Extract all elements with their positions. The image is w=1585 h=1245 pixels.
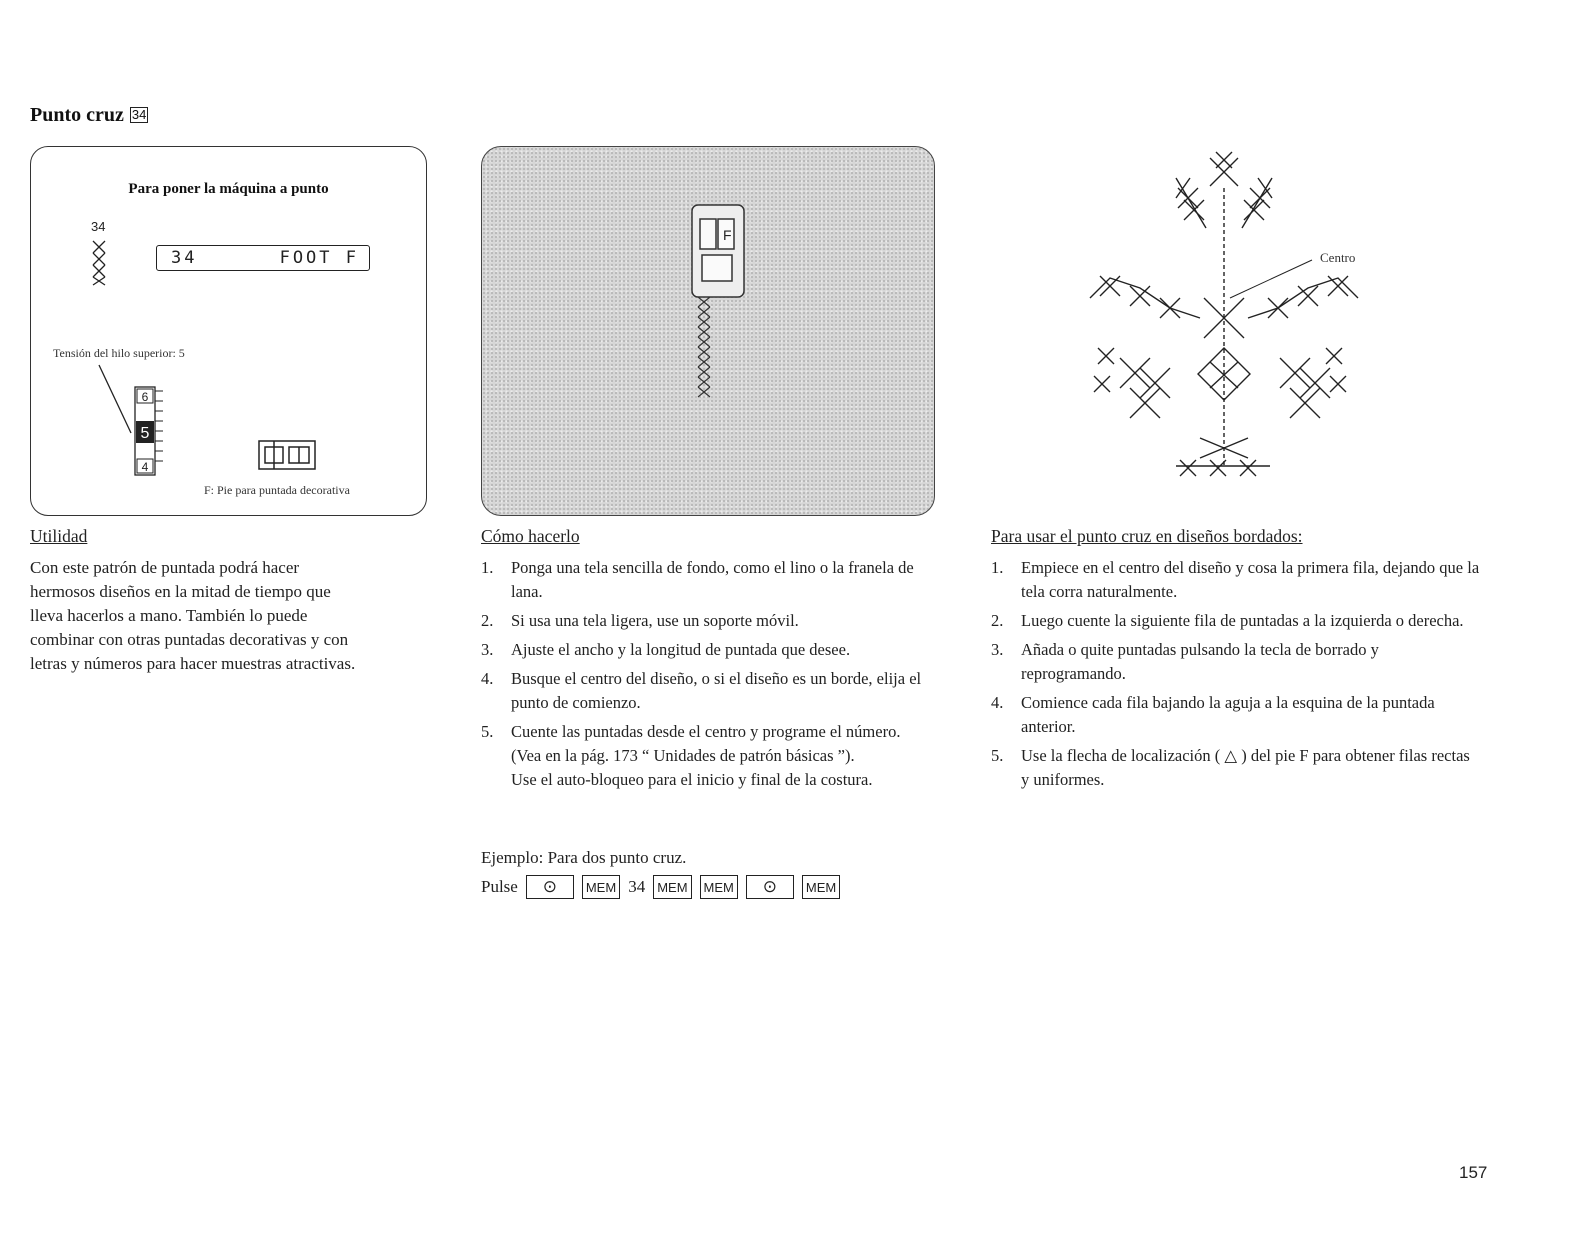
- cross-stitch-icon: [87, 239, 113, 287]
- pattern-number-label: 34: [91, 219, 106, 234]
- dial-4: 4: [141, 460, 149, 474]
- step-text: Empiece en el centro del diseño y cosa la primera fila, dejando que la tela corra naturalmente.: [1021, 558, 1480, 601]
- step-number: 1.: [991, 558, 1004, 577]
- step-text: Comience cada fila bajando la aguja a la esquina de la puntada anterior.: [1021, 693, 1435, 736]
- tension-label: Tensión del hilo superior: 5: [53, 346, 185, 360]
- sewing-photo: [481, 146, 935, 516]
- list-item: [481, 667, 936, 715]
- centro-label: Centro: [1320, 250, 1356, 265]
- dial-5: 5: [140, 425, 150, 442]
- lcd-display: [156, 245, 370, 271]
- list-item: [991, 609, 1481, 633]
- step-text: Use la flecha de localización ( △ ) del pie F para obtener filas rectas y uniformes.: [1021, 746, 1470, 789]
- mem-key-button[interactable]: MEM: [582, 875, 620, 899]
- como-steps: [481, 556, 936, 797]
- list-item: [991, 638, 1481, 686]
- como-heading: Cómo hacerlo: [481, 526, 580, 546]
- utilidad-line: combinar con otras puntadas decorativas y con: [30, 630, 349, 649]
- step-number: 2.: [991, 611, 1004, 630]
- key-sequence: [481, 875, 840, 899]
- presser-foot-photo-illustration: [482, 147, 935, 516]
- step-number: 4.: [991, 693, 1004, 712]
- section-title-text: Punto cruz: [30, 104, 124, 126]
- step-number: 2.: [481, 611, 494, 630]
- step-text: Añada o quite puntadas pulsando la tecla de borrado y reprogramando.: [1021, 640, 1379, 683]
- dial-6: 6: [141, 390, 149, 404]
- example-text: Ejemplo: Para dos punto cruz.: [481, 848, 687, 867]
- list-item: [481, 556, 936, 604]
- step-note: Use el auto-bloqueo para el inicio y final de la costura.: [511, 770, 873, 789]
- mem-key-button[interactable]: MEM: [700, 875, 738, 899]
- step-number: 5.: [481, 722, 494, 741]
- bordados-steps: [991, 556, 1481, 797]
- step-number: 3.: [481, 640, 494, 659]
- step-text: Busque el centro del diseño, o si el diseño es un borde, elija el punto de comienzo.: [511, 669, 922, 712]
- utilidad-line: Con este patrón de puntada podrá hacer: [30, 558, 300, 577]
- utilidad-text: [30, 556, 450, 676]
- step-text: Ponga una tela sencilla de fondo, como el lino o la franela de lana.: [511, 558, 914, 601]
- step-text: Ajuste el ancho y la longitud de puntada que desee.: [511, 640, 851, 659]
- tension-dial-icon: [91, 361, 181, 481]
- presser-foot-icon: [257, 437, 319, 473]
- list-item: [481, 720, 936, 792]
- section-title: [30, 104, 148, 127]
- utilidad-line: letras y números para hacer muestras atractivas.: [30, 654, 356, 673]
- step-text: Si usa una tela ligera, use un soporte móvil.: [511, 611, 799, 630]
- page-number: 157: [1459, 1163, 1488, 1182]
- utilidad-heading: Utilidad: [30, 526, 88, 546]
- pulse-label: Pulse: [481, 877, 518, 896]
- step-note: (Vea en la pág. 173 “ Unidades de patrón básicas ”).: [511, 746, 855, 765]
- lcd-foot: FOOT F: [279, 248, 359, 268]
- foot-caption: F: Pie para puntada decorativa: [204, 483, 350, 497]
- panel-title: Para poner la máquina a punto: [128, 181, 329, 197]
- pattern-number-box: 34: [131, 107, 147, 122]
- step-number: 4.: [481, 669, 494, 688]
- memory-key-button[interactable]: ⊙: [526, 875, 574, 899]
- lcd-pattern: 34: [171, 248, 198, 268]
- list-item: [991, 556, 1481, 604]
- list-item: [991, 744, 1481, 792]
- embroidery-design-illustration: [1080, 148, 1370, 493]
- step-text: Cuente las puntadas desde el centro y programe el número.: [511, 722, 901, 741]
- step-number: 5.: [991, 746, 1004, 765]
- pattern-number-entry: 34: [628, 877, 646, 896]
- bordados-heading: Para usar el punto cruz en diseños bordados:: [991, 526, 1303, 546]
- utilidad-line: hermosos diseños en la mitad de tiempo que: [30, 582, 331, 601]
- list-item: [481, 609, 936, 633]
- list-item: [991, 691, 1481, 739]
- list-item: [481, 638, 936, 662]
- foot-letter: F: [723, 227, 732, 243]
- step-number: 3.: [991, 640, 1004, 659]
- memory-key-button[interactable]: ⊙: [746, 875, 794, 899]
- mem-key-button[interactable]: MEM: [653, 875, 691, 899]
- mem-key-button[interactable]: MEM: [802, 875, 840, 899]
- utilidad-line: lleva hacerlos a mano. También lo puede: [30, 606, 308, 625]
- step-text: Luego cuente la siguiente fila de puntadas a la izquierda o derecha.: [1021, 611, 1464, 630]
- step-number: 1.: [481, 558, 494, 577]
- machine-setup-panel: [30, 146, 427, 516]
